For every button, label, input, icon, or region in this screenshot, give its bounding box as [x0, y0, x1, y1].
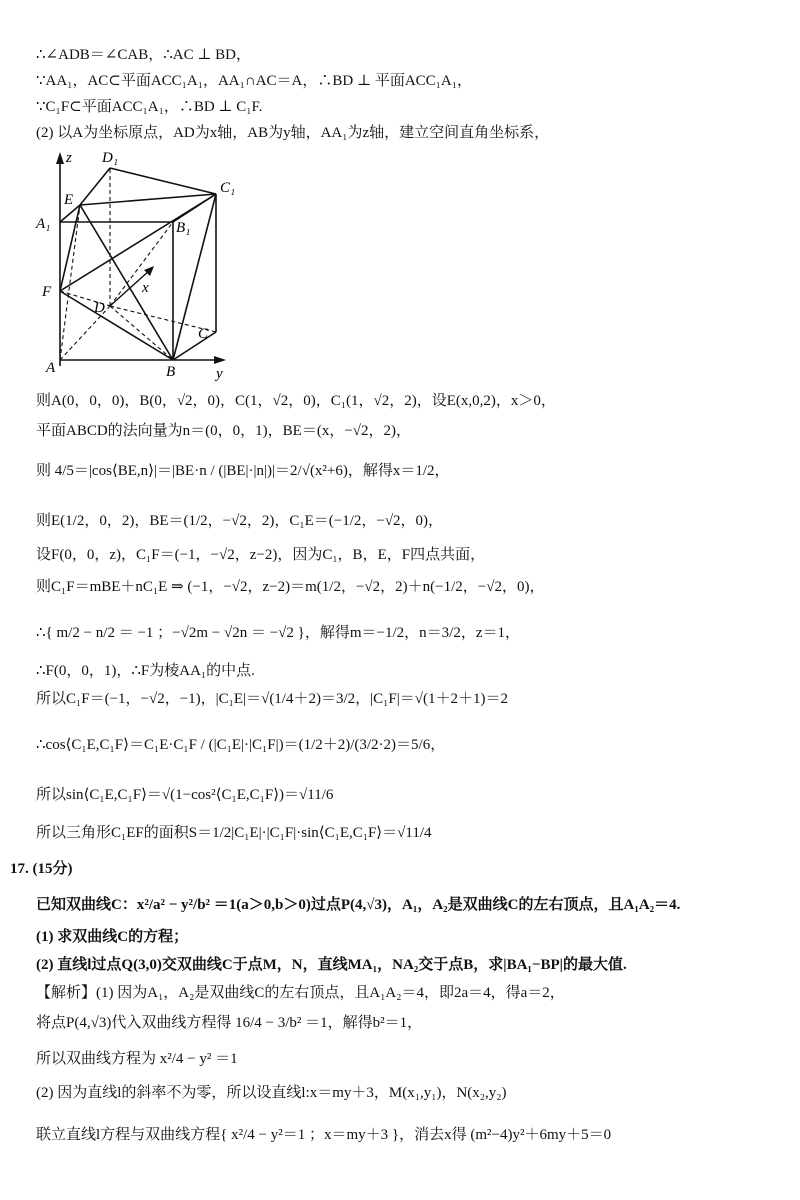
- solution-17-line-5: 联立直线l方程与双曲线方程{ x²/4 − y²＝1 ；x＝my＋3 }，消去x得 (m²−4)y²＋6my＋5＝0: [36, 1127, 612, 1143]
- problem-17-header: 17. (15分): [10, 861, 73, 877]
- label-D: D: [94, 300, 105, 316]
- label-B1: B₁: [176, 220, 191, 236]
- edge-FC1: [60, 194, 216, 291]
- edge-ED1: [80, 168, 110, 205]
- text-line-7: 则 4/5＝|cos⟨BE,n⟩|＝|BE·n / (|BE|·|n|)|＝2/√(x²+6)，解得x＝1/2，: [36, 463, 450, 479]
- label-x: x: [142, 280, 149, 296]
- label-F: F: [42, 284, 52, 300]
- edge-EB: [80, 205, 173, 360]
- solution-17-line-4: (2) 因为直线l的斜率不为零，所以设直线l:x＝my＋3，M(x₁,y₁)，N(x₂,y₂): [36, 1085, 507, 1101]
- text-line-10: 则C₁F＝mBE＋nC₁E ⇒ (−1，−√2，z−2)＝m(1/2，−√2，2)＋n(−1/2，−√2，0)，: [36, 579, 545, 595]
- text-line-15: 所以sin⟨C₁E,C₁F⟩＝√(1−cos²⟨C₁E,C₁F⟩)＝√11/6: [36, 787, 334, 803]
- text-line-9: 设F(0，0，z)，C₁F＝(−1，−√2，z−2)，因为C₁，B，E，F四点共面，: [36, 547, 486, 563]
- edge-D1C1: [110, 168, 216, 194]
- text-line-3: ∵C₁F⊂平面ACC₁A₁，∴BD ⊥ C₁F.: [36, 99, 263, 115]
- text-line-5: 则A(0，0，0)，B(0，√2，0)，C(1，√2，0)，C₁(1，√2，2)，设E(x,0,2)，x＞0，: [36, 393, 556, 409]
- text-line-4: (2) 以A为坐标原点，AD为x轴，AB为y轴，AA₁为z轴，建立空间直角坐标系，: [36, 125, 550, 141]
- text-line-11: ∴{ m/2 − n/2 ＝ −1 ；−√2m − √2n ＝ −√2 }，解得m＝−1/2，n＝3/2，z＝1，: [36, 625, 520, 641]
- text-line-1: ∴∠ADB＝∠CAB，∴AC ⊥ BD，: [36, 47, 252, 63]
- solution-17-line-1: 【解析】(1) 因为A₁，A₂是双曲线C的左右顶点，且A₁A₂＝4，即2a＝4，得a＝2，: [36, 985, 565, 1001]
- label-y: y: [216, 366, 223, 381]
- label-z: z: [66, 150, 72, 166]
- label-E: E: [64, 192, 74, 208]
- label-D1: D₁: [102, 150, 119, 166]
- edge-AE-hidden: [60, 205, 80, 360]
- text-line-6: 平面ABCD的法向量为n＝(0，0，1)，BE＝(x，−√2，2)，: [36, 423, 412, 439]
- problem-17-question-2: (2) 直线l过点Q(3,0)交双曲线C于点M，N，直线MA₁，NA₂交于点B，求|BA₁−BP|的最大值.: [36, 957, 627, 973]
- text-line-13: 所以C₁F＝(−1，−√2，−1)，|C₁E|＝√(1/4＋2)＝3/2，|C₁F|＝√(1＋2＋1)＝2: [36, 691, 508, 707]
- edge-FE: [60, 205, 80, 291]
- text-line-12: ∴F(0，0，1)，∴F为棱AA₁的中点.: [36, 663, 255, 679]
- text-line-16: 所以三角形C₁EF的面积S＝1/2|C₁E|·|C₁F|·sin⟨C₁E,C₁F⟩＝√11/4: [36, 825, 432, 841]
- label-B: B: [166, 364, 176, 380]
- label-A1: A₁: [36, 216, 51, 232]
- solution-17-line-3: 所以双曲线方程为 x²/4 − y² ＝1: [36, 1051, 238, 1067]
- label-C: C: [198, 326, 209, 342]
- text-line-2: ∵AA₁，AC⊂平面ACC₁A₁，AA₁∩AC＝A，∴BD ⊥ 平面ACC₁A₁，: [36, 73, 472, 89]
- y-arrow-head: [214, 356, 226, 364]
- z-arrow-head: [56, 152, 64, 164]
- text-line-8: 则E(1/2，0，2)，BE＝(1/2，−√2，2)，C₁E＝(−1/2，−√2，0)，: [36, 513, 444, 529]
- problem-17-statement: 已知双曲线C：x²/a² − y²/b² ＝1(a＞0,b＞0)过点P(4,√3)，A₁，A₂是双曲线C的左右顶点，且A₁A₂＝4.: [36, 897, 681, 913]
- solution-17-line-2: 将点P(4,√3)代入双曲线方程得 16/4 − 3/b² ＝1，解得b²＝1，: [36, 1015, 423, 1031]
- text-line-14: ∴cos⟨C₁E,C₁F⟩＝C₁E·C₁F / (|C₁E|·|C₁F|)＝(1/2＋2)/(3/2·2)＝5/6，: [36, 737, 446, 753]
- cuboid-figure: [30, 146, 250, 381]
- edge-FB: [60, 291, 173, 360]
- problem-17-question-1: (1) 求双曲线C的方程；: [36, 929, 189, 945]
- edge-BC1: [173, 194, 216, 360]
- edge-EC1: [80, 194, 216, 205]
- label-A: A: [46, 360, 56, 376]
- edge-DB-hidden: [110, 306, 173, 360]
- label-C1: C₁: [220, 180, 236, 196]
